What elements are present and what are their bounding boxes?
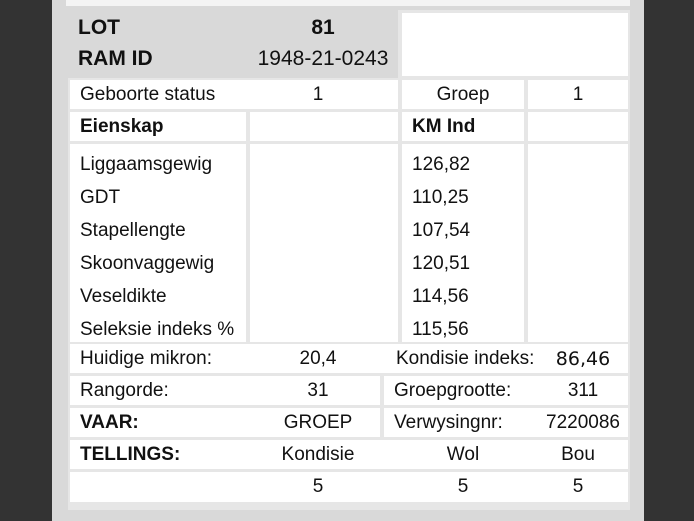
birth-status-label: Geboorte status xyxy=(70,80,398,109)
km-ind-header: KM Ind xyxy=(402,112,524,141)
trait-value: 115,56 xyxy=(412,319,469,340)
reference-label: Verwysingnr: xyxy=(384,408,628,437)
reference-value: 7220086 xyxy=(546,411,620,433)
trait-name: Seleksie indeks % xyxy=(80,319,235,340)
top-divider xyxy=(66,0,630,6)
trait-value: 120,51 xyxy=(412,253,471,274)
km-header-blank xyxy=(528,112,628,141)
trait-km-values xyxy=(402,144,524,342)
lot-label: LOT xyxy=(68,14,248,42)
trait-name: Skoonvaggewig xyxy=(80,253,215,274)
group-value: 1 xyxy=(528,80,628,109)
group-size-value: 311 xyxy=(567,379,599,401)
trait-value: 107,54 xyxy=(412,220,471,241)
trait-blank-column-right xyxy=(528,144,628,342)
counts-label: TELLINGS: xyxy=(70,440,628,469)
lot-value: 81 xyxy=(248,14,398,42)
property-header: Eienskap xyxy=(70,112,246,141)
trait-value: 126,82 xyxy=(412,154,471,175)
count-value-condition: 5 xyxy=(312,476,324,497)
count-header-condition: Kondisie xyxy=(281,443,355,465)
condition-index-value: 86,46 xyxy=(555,347,611,370)
condition-index-label: Kondisie indeks: xyxy=(392,344,628,373)
count-header-wool: Wol xyxy=(446,443,480,465)
micron-label: Huidige mikron: xyxy=(70,344,398,373)
group-size-label: Groepgrootte: xyxy=(384,376,628,405)
count-header-build: Bou xyxy=(561,443,595,465)
trait-name: GDT xyxy=(80,187,121,208)
trait-names xyxy=(70,144,246,342)
count-value-wool: 5 xyxy=(457,476,469,497)
trait-name: Liggaamsgewig xyxy=(80,154,213,175)
trait-name: Stapellengte xyxy=(80,220,186,241)
score-sheet xyxy=(52,0,644,521)
ram-id-label: RAM ID xyxy=(68,44,248,74)
rank-label: Rangorde: xyxy=(70,376,380,405)
rank-value: 31 xyxy=(307,379,329,401)
count-value-build: 5 xyxy=(572,476,584,497)
group-label: Groep xyxy=(402,80,524,109)
header-blank xyxy=(402,13,628,76)
birth-status-value: 1 xyxy=(312,83,324,105)
ram-id-value: 1948-21-0243 xyxy=(248,44,398,74)
sire-label: VAAR: xyxy=(70,408,380,437)
property-header-blank xyxy=(250,112,398,141)
trait-value: 110,25 xyxy=(412,187,469,208)
micron-value: 20,4 xyxy=(299,347,337,369)
sire-value: GROEP xyxy=(283,411,353,433)
ram-card xyxy=(68,10,630,510)
trait-name: Veseldikte xyxy=(80,286,167,307)
trait-blank-column xyxy=(250,144,398,342)
trait-value: 114,56 xyxy=(412,286,469,307)
